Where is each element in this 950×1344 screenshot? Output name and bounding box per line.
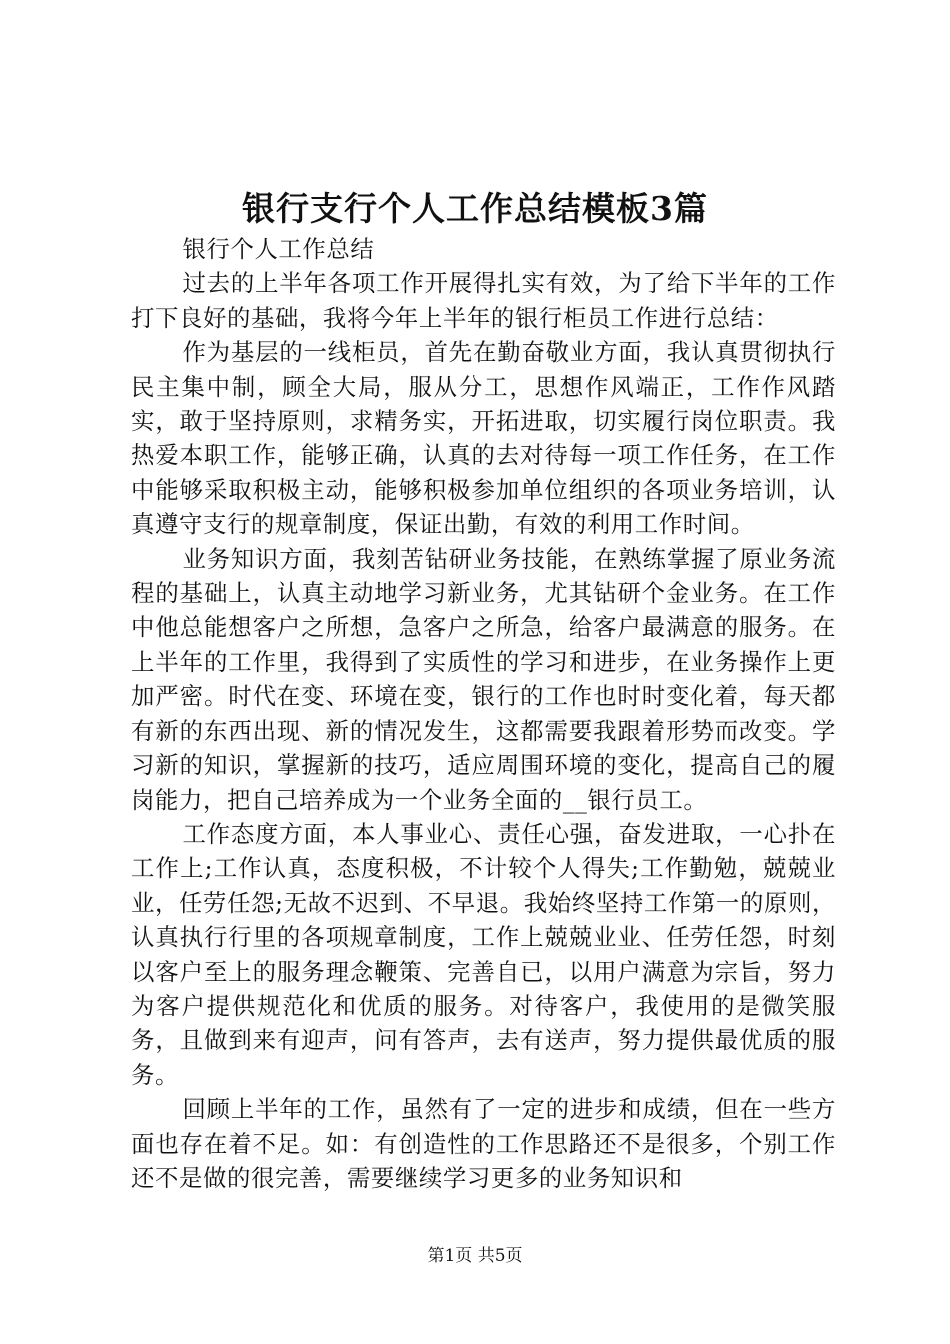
document-title: 银行支行个人工作总结模板3篇 — [242, 189, 708, 228]
paragraph-work-attitude: 工作态度方面，本人事业心、责任心强，奋发进取，一心扑在工作上;工作认真，态度积极，不计较个人得失;工作勤勉，兢兢业业，任劳任怨;无故不迟到、不早退。我始终坚持工作第一的原则，认真执行行里的各项规章制度，工作上兢兢业业、任劳任怨，时刻以客户至上的服务理念鞭策、完善自已，以用户满意为宗旨，努力为客户提供规范化和优质的服务。对待客户，我使用的是微笑服务，且做到来有迎声，问有答声，去有送声，努力提供最优质的服务。 — [131, 819, 836, 1089]
paragraph-intro: 过去的上半年各项工作开展得扎实有效，为了给下半年的工作打下良好的基础，我将今年上半年的银行柜员工作进行总结： — [131, 269, 836, 332]
paragraph-work-ethic: 作为基层的一线柜员，首先在勤奋敬业方面，我认真贯彻执行民主集中制，顾全大局，服从分工，思想作风端正，工作作风踏实，敢于坚持原则，求精务实，开拓进取，切实履行岗位职责。我热爱本职工作，能够正确，认真的去对待每一项工作任务，在工作中能够采取积极主动，能够积极参加单位组织的各项业务培训，认真遵守支行的规章制度，保证出勤，有效的利用工作时间。 — [131, 338, 836, 539]
paragraph-review: 回顾上半年的工作，虽然有了一定的进步和成绩，但在一些方面也存在着不足。如：有创造性的工作思路还不是很多，个别工作还不是做的很完善，需要继续学习更多的业务知识和 — [131, 1095, 836, 1192]
paragraph-business-knowledge: 业务知识方面，我刻苦钻研业务技能，在熟练掌握了原业务流程的基础上，认真主动地学习新业务，尤其钻研个金业务。在工作中他总能想客户之所想，急客户之所急，给客户最满意的服务。在上半年的工作里，我得到了实质性的学习和进步，在业务操作上更加严密。时代在变、环境在变，银行的工作也时时变化着，每天都有新的东西出现、新的情况发生，这都需要我跟着形势而改变。学习新的知识，掌握新的技巧，适应周围环境的变化，提高自己的履岗能力，把自己培养成为一个业务全面的__银行员工。 — [131, 544, 836, 814]
document-body — [131, 232, 836, 1195]
page-footer: 第1页 共5页 — [427, 1246, 523, 1266]
section-subtitle: 银行个人工作总结 — [182, 235, 375, 263]
